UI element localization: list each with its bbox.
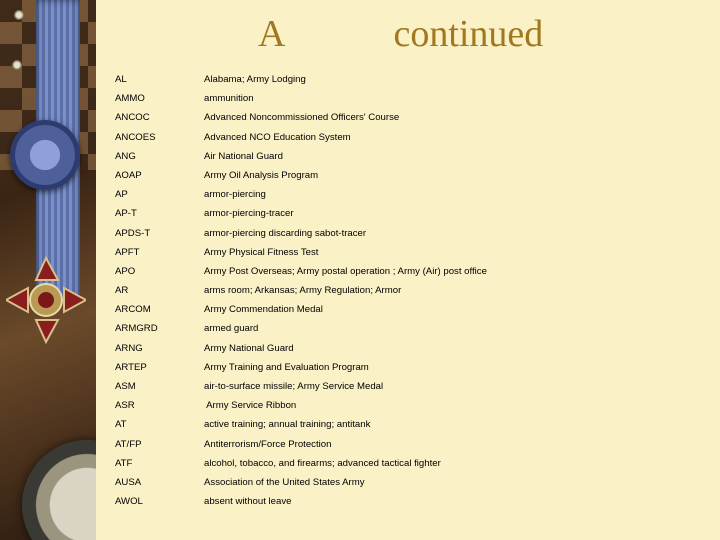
acronym: ASM: [115, 381, 136, 392]
definition: absent without leave: [204, 496, 292, 508]
acronym: AP: [115, 189, 128, 201]
acronym: AOAP: [115, 169, 142, 181]
list-item: [115, 396, 705, 415]
title-suffix: continued: [393, 13, 544, 55]
acronym: AR: [115, 285, 129, 297]
list-item: [115, 128, 705, 147]
definition: Air National Guard: [204, 150, 283, 162]
acronym: ARMGRD: [115, 323, 158, 335]
list-item: [115, 281, 705, 300]
list-item: [115, 339, 705, 358]
slide-title: [258, 12, 543, 56]
list-item: [115, 454, 705, 473]
definition: air-to-surface missile; Army Service Medal: [204, 381, 384, 392]
compass-icon: [22, 440, 96, 540]
acronym: ASR: [115, 400, 135, 412]
list-item: [115, 415, 705, 434]
definition: Association of the United States Army: [204, 476, 365, 488]
acronym: ANG: [115, 150, 136, 162]
title-letter: A: [258, 13, 286, 55]
definition: Army Post Overseas; Army postal operation ; Army (Air) post office: [204, 265, 487, 277]
definition: ammunition: [204, 93, 254, 105]
list-item: [115, 435, 705, 454]
acronym: ANCOC: [115, 112, 150, 124]
definition: armor-piercing: [204, 189, 266, 201]
list-item: [115, 147, 705, 166]
definition: Advanced Noncommissioned Officers' Course: [204, 112, 400, 124]
chess-piece: [12, 60, 22, 70]
definition: arms room; Arkansas; Army Regulation; Armor: [204, 285, 402, 297]
definition: Antiterrorism/Force Protection: [204, 438, 332, 450]
list-item: [115, 166, 705, 185]
acronym: AP-T: [115, 208, 137, 220]
definition: armor-piercing discarding sabot-tracer: [204, 227, 367, 239]
list-item: [115, 224, 705, 243]
list-item: [115, 243, 705, 262]
definition: Army Physical Fitness Test: [204, 246, 319, 258]
acronym: ARCOM: [115, 304, 151, 316]
medal-rosette: [10, 120, 80, 190]
definition: Army Oil Analysis Program: [204, 169, 319, 181]
maltese-cross-medal-icon: [6, 250, 86, 360]
acronym-list: [115, 70, 705, 511]
definition: Army Training and Evaluation Program: [204, 361, 369, 373]
acronym: ANCOES: [115, 131, 156, 143]
acronym: APFT: [115, 246, 140, 258]
list-item: [115, 262, 705, 281]
definition: active training; annual training; antitank: [204, 419, 371, 431]
acronym: ARNG: [115, 342, 143, 354]
acronym: APDS-T: [115, 227, 151, 239]
acronym: ATF: [115, 457, 133, 469]
definition: Army Service Ribbon: [204, 400, 297, 412]
acronym: AMMO: [115, 93, 145, 105]
list-item: [115, 377, 705, 396]
list-item: [115, 473, 705, 492]
acronym: AWOL: [115, 496, 143, 508]
definition: Army National Guard: [204, 342, 294, 354]
list-item: [115, 319, 705, 338]
definition: Alabama; Army Lodging: [204, 74, 306, 85]
decorative-medal-image: [0, 0, 96, 540]
acronym: AT/FP: [115, 438, 142, 450]
list-item: [115, 204, 705, 223]
definition: armor-piercing-tracer: [204, 208, 294, 220]
definition: Army Commendation Medal: [204, 304, 323, 316]
acronym: AT: [115, 419, 127, 431]
acronym: AUSA: [115, 476, 142, 488]
list-item: [115, 358, 705, 377]
list-item: [115, 492, 705, 511]
list-item: [115, 89, 705, 108]
acronym: AL: [115, 74, 127, 85]
list-item: [115, 185, 705, 204]
definition: Advanced NCO Education System: [204, 131, 351, 143]
definition: armed guard: [204, 323, 259, 335]
definition: alcohol, tobacco, and firearms; advanced tactical fighter: [204, 457, 441, 469]
acronym: APO: [115, 265, 136, 277]
list-item: [115, 108, 705, 127]
list-item: [115, 300, 705, 319]
chess-piece: [14, 10, 24, 20]
acronym: ARTEP: [115, 361, 147, 373]
list-item: [115, 70, 705, 89]
